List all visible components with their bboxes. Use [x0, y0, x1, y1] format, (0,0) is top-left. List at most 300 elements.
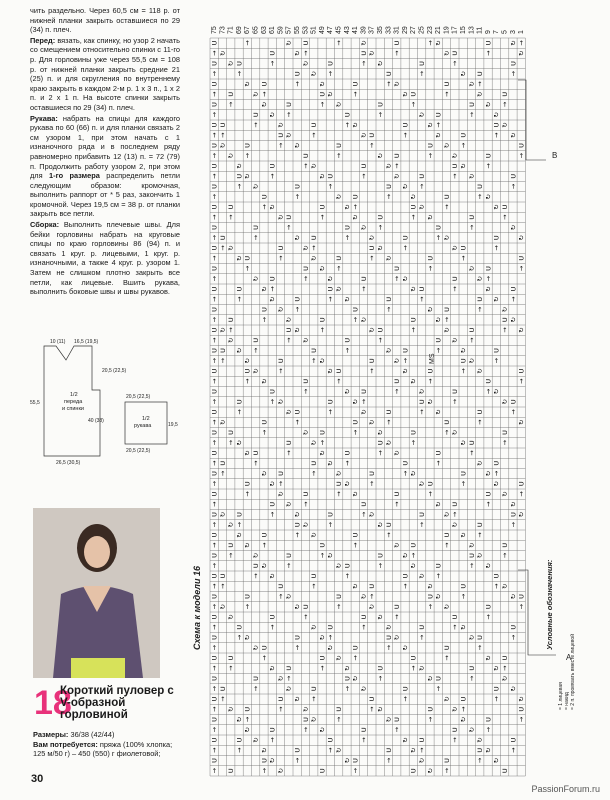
chart-symbol: ↻	[335, 470, 343, 477]
chart-symbol: →	[509, 183, 518, 190]
chart-symbol: U	[368, 245, 377, 251]
chart-symbol: U	[335, 481, 343, 487]
chart-symbol: ↻	[509, 501, 518, 507]
chart-symbol: ↻	[235, 440, 244, 446]
chart-symbol: U	[293, 409, 302, 415]
chart-symbol: →	[285, 563, 294, 569]
chart-symbol: U	[276, 583, 285, 589]
chart-symbol: U	[268, 614, 277, 620]
row-number: 41	[352, 26, 360, 34]
chart-symbol: U	[484, 266, 493, 271]
chart-symbol: ↻	[359, 224, 368, 231]
chart-symbol: →	[343, 686, 352, 692]
chart-symbol: →	[210, 727, 219, 733]
chart-symbol: ↻	[509, 593, 518, 600]
chart-symbol: ↻	[384, 347, 393, 354]
chart-symbol: U	[326, 399, 335, 405]
chart-symbol: ↻	[310, 624, 319, 630]
chart-symbol: ↻	[359, 686, 368, 692]
chart-symbol: →	[218, 132, 227, 138]
chart-symbol: →	[343, 460, 352, 466]
chart-symbol: →	[343, 122, 352, 128]
chart-symbol: →	[409, 552, 418, 559]
row-number: 15	[460, 26, 467, 34]
chart-symbol: U	[210, 409, 219, 415]
chart-symbol: U	[227, 317, 236, 323]
chart-symbol: ↻	[252, 183, 260, 190]
chart-symbol: →	[268, 624, 277, 630]
chart-symbol: U	[484, 604, 493, 610]
chart-symbol: →	[235, 183, 244, 190]
chart-symbol: U	[359, 614, 368, 620]
chart-symbol: ↻	[384, 440, 393, 446]
chart-symbol: U	[351, 532, 360, 538]
chart-symbol: U	[210, 122, 219, 128]
chart-symbol: ↻	[359, 317, 368, 323]
chart-symbol: →	[467, 224, 476, 231]
chart-symbol: U	[492, 348, 501, 353]
chart-symbol: →	[268, 60, 277, 67]
chart-symbol: U	[276, 696, 285, 702]
chart-symbol: U	[351, 645, 360, 651]
chart-symbol: ↻	[301, 429, 310, 436]
chart-symbol: →	[218, 696, 227, 702]
chart-symbol: ↻	[376, 60, 385, 67]
chart-symbol: →	[252, 573, 260, 579]
chart-symbol: ↻	[426, 122, 435, 128]
chart-symbol: →	[501, 101, 509, 108]
chart-symbol: ↻	[492, 296, 501, 302]
chart-symbol: →	[359, 737, 368, 743]
assembly-text: Выполнить плечевые швы. Для бейки горловины набрать на круговые спицы по краю горловины 86 (94) п. и связать 1 круг. р. лицевыми, 1 круг. р. изнаночными, а также 4 круг. р. узором 1. Затем не слишком плотно закрыть все петли, как лицевые. Вшить рукава, выполнить боковые швы и швы рукавов.	[30, 220, 180, 297]
chart-symbol: U	[351, 194, 360, 200]
chart-symbol: →	[393, 388, 402, 395]
chart-symbol: →	[210, 255, 219, 261]
row-number: 37	[368, 26, 376, 34]
chart-symbol: →	[351, 768, 360, 774]
chart-symbol: →	[210, 624, 219, 630]
chart-symbol: ↻	[310, 71, 319, 77]
chart-symbol: U	[227, 768, 236, 774]
chart-symbol: U	[501, 204, 509, 210]
chart-symbol: ↻	[260, 286, 269, 292]
chart-symbol: →	[393, 163, 402, 169]
sizes-label: Размеры:	[33, 730, 69, 739]
chart-symbol: U	[418, 61, 426, 66]
chart-symbol: ↻	[426, 214, 435, 220]
chart-symbol: →	[476, 419, 485, 425]
chart-symbol: ↻	[227, 153, 236, 159]
chart-symbol: →	[210, 706, 219, 712]
chart-symbol: →	[335, 378, 343, 384]
chart-symbol: →	[210, 214, 219, 220]
chart-symbol: ↻	[285, 501, 294, 507]
chart-symbol: ↻	[476, 276, 485, 282]
sleeves-text-2: распределить петли следующим образом: кромочная, выполнить раппорт от * 5 раз, закончить 1 кромочной. Через 19,5 см = 38 р. от планки закрыть все петли.	[30, 171, 180, 219]
chart-symbol: U	[243, 368, 252, 374]
chart-symbol: U	[492, 460, 501, 466]
row-number: 29	[401, 26, 409, 34]
chart-symbol: →	[426, 153, 435, 159]
chart-symbol: ↻	[409, 747, 418, 753]
chart-symbol: →	[359, 173, 368, 179]
chart-symbol: U	[210, 368, 219, 374]
chart-symbol: ↻	[409, 378, 418, 384]
chart-symbol: ↻	[418, 665, 426, 671]
chart-symbol: →	[476, 194, 485, 200]
chart-symbol: ↻	[359, 40, 368, 46]
chart-symbol: U	[227, 655, 236, 661]
chart-symbol: U	[310, 686, 319, 692]
model-photo	[33, 508, 160, 678]
chart-symbol: U	[293, 71, 302, 77]
chart-symbol: →	[517, 491, 526, 497]
chart-symbol: →	[235, 296, 244, 302]
chart-symbol: →	[384, 645, 393, 651]
dim-side: 40 (38)	[88, 418, 104, 424]
chart-symbol: →	[310, 583, 319, 589]
chart-symbol: U	[227, 204, 236, 210]
chart-symbol: →	[451, 511, 460, 518]
chart-symbol: →	[467, 112, 476, 118]
chart-symbol: U	[210, 245, 219, 251]
chart-symbol: →	[210, 686, 219, 692]
row-number: 75	[211, 26, 218, 34]
chart-symbol: ↻	[451, 429, 460, 436]
chart-symbol: ↻	[467, 634, 476, 641]
chart-symbol: U	[268, 501, 277, 507]
chart-symbol: →	[467, 337, 476, 343]
chart-symbol: →	[227, 214, 236, 220]
chart-symbol: ↻	[326, 91, 335, 97]
chart-symbol: →	[476, 532, 485, 538]
chart-symbol: U	[368, 696, 377, 702]
chart-symbol: ↻	[492, 112, 501, 118]
chart-symbol: ↻	[260, 101, 269, 108]
chart-symbol: →	[268, 286, 277, 292]
chart-symbol: →	[285, 675, 294, 682]
chart-symbol: U	[252, 225, 260, 230]
chart-symbol: ↻	[426, 399, 435, 405]
sleeve-label-2: рукава	[134, 423, 152, 429]
chart-symbol: U	[276, 471, 285, 476]
chart-symbol: →	[384, 81, 393, 87]
chart-symbol: ↻	[484, 286, 493, 292]
chart-symbol: →	[318, 552, 327, 559]
chart-symbol: U	[384, 71, 393, 77]
chart-symbol: U	[227, 542, 236, 548]
chart-symbol: →	[409, 665, 418, 671]
chart-symbol: ↻	[467, 542, 476, 548]
chart-symbol: →	[335, 40, 343, 46]
chart-symbol: U	[293, 296, 302, 302]
chart-symbol: ↻	[326, 276, 335, 282]
chart-symbol: →	[459, 255, 468, 261]
knitting-chart	[190, 10, 590, 780]
chart-symbol: ↻	[376, 245, 385, 251]
chart-symbol: →	[343, 347, 352, 354]
chart-symbol: →	[243, 153, 252, 159]
chart-symbol: U	[376, 214, 385, 220]
chart-symbol: ↻	[293, 327, 302, 333]
chart-symbol: →	[484, 163, 493, 169]
chart-symbol: →	[227, 101, 236, 108]
chart-symbol: ↻	[459, 71, 468, 77]
chart-symbol: U	[301, 153, 310, 159]
chart-symbol: →	[442, 317, 451, 323]
chart-symbol: ↻	[310, 532, 319, 538]
chart-symbol: ↻	[227, 337, 236, 343]
chart-symbol: →	[227, 665, 236, 671]
chart-symbol: U	[210, 307, 219, 312]
chart-symbol: ↻	[476, 737, 485, 743]
chart-symbol: →	[451, 173, 460, 179]
chart-symbol: U	[451, 501, 460, 507]
chart-symbol: ↻	[451, 337, 460, 343]
row-number: 19	[443, 26, 451, 34]
chart-symbol: U	[467, 214, 476, 220]
model-specs	[33, 730, 183, 759]
chart-symbol: ↻	[401, 91, 410, 97]
chart-symbol: →	[376, 224, 385, 231]
chart-symbol: ↻	[509, 317, 518, 323]
chart-symbol: U	[335, 143, 343, 148]
chart-symbol: →	[434, 686, 443, 692]
chart-symbol: ↻	[484, 101, 493, 108]
chart-symbol: →	[384, 757, 393, 764]
chart-symbol: ↻	[243, 173, 252, 179]
row-number: 11	[476, 26, 484, 34]
sizes-value: 36/38 (42/44)	[70, 730, 115, 739]
chart-symbol: ↻	[326, 552, 335, 559]
chart-symbol: →	[467, 563, 476, 569]
chart-symbol: ↻	[434, 501, 443, 507]
chart-symbol: U	[434, 225, 443, 230]
chart-symbol: U	[376, 553, 385, 558]
chart-symbol: →	[351, 542, 360, 548]
chart-symbol: U	[351, 758, 360, 763]
chart-symbol: U	[235, 624, 244, 630]
chart-symbol: →	[301, 50, 310, 56]
chart-symbol: ↻	[260, 470, 269, 477]
row-number: 67	[244, 26, 252, 34]
chart-symbol: →	[318, 214, 327, 220]
row-number: 51	[310, 26, 318, 34]
chart-symbol: →	[318, 101, 327, 108]
chart-symbol: →	[351, 429, 360, 436]
chart-symbol: →	[401, 245, 410, 251]
chart-symbol: →	[326, 71, 335, 77]
row-number: 43	[343, 26, 351, 34]
chart-symbol: U	[210, 471, 219, 476]
chart-symbol: ↻	[501, 491, 509, 497]
chart-symbol: →	[301, 276, 310, 282]
chart-symbol: ↻	[418, 388, 426, 395]
legend-title: Условные обозначения:	[545, 559, 554, 650]
chart-symbol: ↻	[318, 634, 327, 641]
chart-symbol: →	[301, 388, 310, 395]
chart-symbol: ↻	[442, 235, 451, 241]
chart-symbol: →	[476, 81, 485, 87]
chart-symbol: ↻	[276, 768, 285, 774]
chart-symbol: →	[401, 470, 410, 477]
chart-symbol: ↻	[276, 122, 285, 128]
chart-symbol: →	[210, 91, 219, 97]
chart-symbol: U	[210, 655, 219, 661]
chart-symbol: →	[418, 747, 426, 753]
chart-symbol: U	[368, 583, 377, 589]
chart-symbol: U	[467, 665, 476, 671]
chart-symbol: →	[509, 296, 518, 302]
chart-symbol: →	[517, 40, 526, 46]
chart-symbol: →	[509, 522, 518, 528]
chart-symbol: U	[252, 450, 260, 456]
legend-l1: = 1 лицевая	[558, 682, 564, 710]
chart-symbol: →	[210, 563, 219, 569]
chart-symbol: ↻	[252, 552, 260, 559]
chart-symbol: U	[359, 50, 368, 56]
chart-symbol: →	[326, 296, 335, 302]
chart-symbol: U	[260, 81, 269, 87]
chart-symbol: U	[318, 655, 327, 661]
chart-symbol: U	[442, 758, 451, 763]
chart-symbol: U	[418, 173, 426, 179]
legend-svg	[540, 480, 600, 770]
chart-symbol: U	[218, 122, 227, 128]
chart-symbol: ↻	[293, 604, 302, 610]
chart-symbol: U	[310, 460, 319, 466]
chart-symbol: →	[459, 593, 468, 600]
chart-symbol: U	[210, 348, 219, 353]
chart-symbol: →	[293, 306, 302, 313]
chart-symbol: →	[368, 255, 377, 261]
chart-symbol: U	[459, 358, 468, 364]
chart-symbol: →	[243, 40, 252, 46]
chart-symbol: ↻	[335, 286, 343, 292]
chart-symbol: →	[227, 552, 236, 559]
row-number: 47	[327, 26, 335, 34]
chart-symbol: →	[351, 204, 360, 210]
chart-symbol: →	[442, 204, 451, 210]
chart-symbol: →	[260, 317, 269, 323]
label-ms: MS	[429, 353, 436, 364]
chart-symbol: ↻	[384, 624, 393, 630]
chart-symbol: →	[243, 491, 252, 497]
chart-symbol: →	[285, 224, 294, 231]
chart-symbol: →	[210, 481, 219, 487]
chart-symbol: →	[218, 358, 227, 364]
row-number: 73	[219, 26, 227, 34]
chart-symbol: ↻	[368, 419, 377, 425]
chart-symbol: →	[426, 40, 435, 46]
front-label-2: переда	[64, 399, 83, 405]
chart-symbol: U	[451, 276, 460, 282]
chart-symbol: ↻	[434, 132, 443, 138]
chart-symbol: →	[235, 71, 244, 77]
chart-symbol: U	[409, 768, 418, 774]
chart-symbol: →	[210, 522, 219, 528]
dim-height: 55,5	[30, 400, 40, 406]
chart-symbol: ↻	[285, 593, 294, 600]
chart-symbol: →	[409, 327, 418, 333]
front-label-1: 1/2	[70, 392, 78, 398]
chart-symbol: U	[318, 317, 327, 323]
instructions-p1	[30, 36, 180, 113]
chart-symbol: U	[451, 727, 460, 733]
chart-symbol: U	[252, 676, 260, 681]
chart-symbol: ↻	[218, 604, 227, 610]
chart-symbol: →	[368, 142, 377, 149]
chart-symbol: →	[260, 429, 269, 436]
sizes-line	[33, 730, 183, 740]
chart-symbol: U	[368, 471, 377, 476]
front-label-3: и спинки	[62, 406, 84, 412]
chart-symbol: →	[517, 265, 526, 272]
chart-symbol: U	[442, 81, 451, 87]
chart-symbol: ↻	[343, 665, 352, 671]
chart-symbol: →	[492, 470, 501, 477]
chart-symbol: →	[451, 737, 460, 743]
chart-symbol: ↻	[459, 347, 468, 354]
chart-symbol: →	[260, 655, 269, 661]
chart-symbol: →	[310, 132, 319, 138]
chart-symbol: U	[467, 440, 476, 446]
chart-symbol: U	[368, 132, 377, 138]
chart-symbol: U	[459, 696, 468, 702]
chart-symbol: U	[451, 50, 460, 56]
chart-symbol: ↻	[401, 368, 410, 374]
chart-symbol: →	[218, 583, 227, 589]
chart-symbol: U	[442, 532, 451, 538]
chart-symbol: →	[509, 634, 518, 641]
chart-symbol: U	[476, 635, 485, 640]
chart-symbol: ↻	[243, 727, 252, 733]
chart-symbol: U	[509, 737, 518, 743]
chart-symbol: U	[451, 163, 460, 169]
chart-symbol: →	[276, 255, 285, 261]
chart-symbol: →	[210, 378, 219, 384]
chart-symbol: →	[243, 604, 252, 610]
chart-symbol: U	[210, 737, 219, 743]
chart-symbol: U	[343, 337, 352, 343]
chart-symbol: →	[492, 583, 501, 589]
chart-symbol: ↻	[368, 327, 377, 333]
chart-symbol: ↻	[442, 327, 451, 333]
row-number: 69	[235, 26, 243, 34]
front-text: вязать, как спинку, но узор 2 начать со смещением относительно спинки с 11-го р. Для горловины уже через 55,5 см = 108 р. от нижней планки закрыть средние 21 (25) п. и для скругления по внутреннему краю закрыть в каждом 2-м р. 1 х 3 п., 1 х 2 п. и 2 х 1 п. На высоте спинки закрыть оставшиеся по 29 (34) п. плеч.	[30, 35, 180, 112]
chart-symbol: ↻	[459, 532, 468, 538]
chart-symbol: →	[476, 306, 485, 313]
chart-symbol: U	[418, 624, 426, 630]
chart-symbol: →	[517, 604, 526, 610]
chart-symbol: ↻	[467, 727, 476, 733]
chart-symbol: ↻	[310, 440, 319, 446]
chart-symbol: U	[376, 102, 385, 107]
chart-symbol: ↻	[501, 306, 509, 313]
chart-symbol: U	[401, 122, 410, 128]
legend-l2: = накид	[564, 692, 570, 710]
chart-symbol: ↻	[451, 706, 460, 712]
chart-symbol: U	[359, 389, 368, 394]
chart-symbol: U	[418, 286, 426, 292]
chart-symbol: ↻	[310, 255, 319, 261]
chart-symbol: U	[326, 286, 335, 292]
chart-symbol: →	[484, 727, 493, 733]
chart-symbol: U	[517, 255, 526, 261]
chart-symbol: →	[409, 214, 418, 220]
chart-symbol: U	[501, 430, 509, 435]
chart-symbol: ↻	[409, 470, 418, 477]
